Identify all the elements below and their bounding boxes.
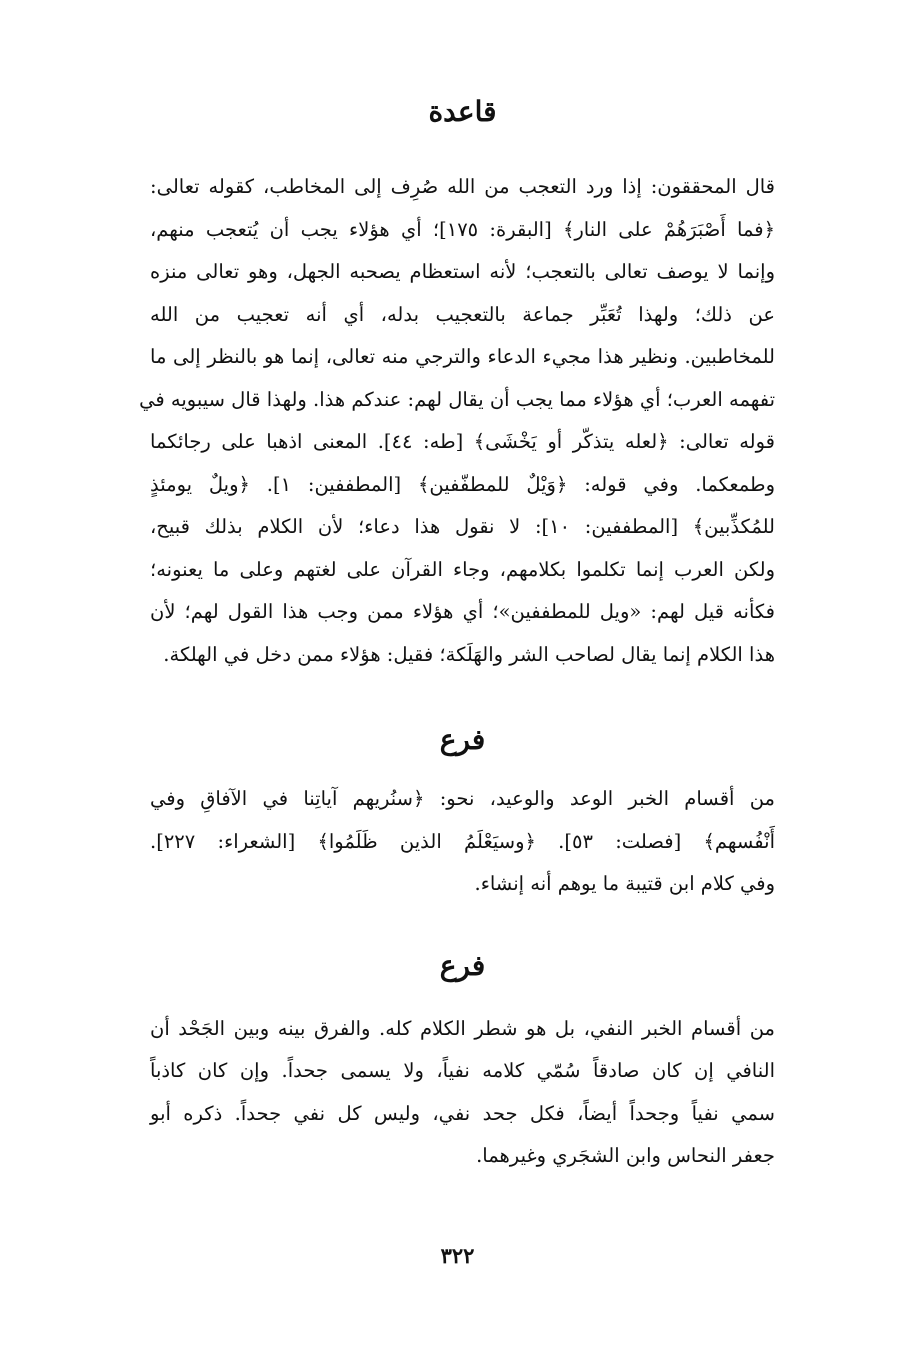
text-line: قوله تعالى: ﴿لعله يتذكّر أو يَخْشَى﴾ [طه: ٤٤]. المعنى اذهبا على رجائكما <box>150 430 775 453</box>
text-line: ولكن العرب إنما تكلموا بكلامهم، وجاء القرآن على لغتهم وعلى ما يعنونه؛ <box>150 557 775 581</box>
text-line: أَنْفُسهم﴾ [فصلت: ٥٣]. ﴿وسيَعْلَمُ الذين ظَلَمُوا﴾ [الشعراء: ٢٢٧]. <box>150 829 775 853</box>
text-line: للمُكذِّبين﴾ [المطففين: ١٠]: لا نقول هذا دعاء؛ لأن الكلام بذلك قبيح، <box>150 515 775 538</box>
text-line: تفهمه العرب؛ أي هؤلاء مما يجب أن يقال لهم: عندكم هذا. ولهذا قال سيبويه في <box>139 387 775 411</box>
paragraph-far-2 <box>150 1008 775 1178</box>
text-line: وفي كلام ابن قتيبة ما يوهم أنه إنشاء. <box>474 872 775 895</box>
text-line: هذا الكلام إنما يقال لصاحب الشر والهَلَكة؛ فقيل: هؤلاء ممن دخل في الهلكة. <box>163 642 775 666</box>
text-line: وطمعكما. وفي قوله: ﴿وَيْلٌ للمطفّفين﴾ [المطففين: ١]. ﴿ويلٌ يومئذٍ <box>150 472 775 496</box>
text-line: النافي إن كان صادقاً سُمّي كلامه نفياً، ولا يسمى جحداً. وإن كان كاذباً <box>150 1059 775 1082</box>
text-line: سمي نفياً وجحداً أيضاً، فكل جحد نفي، وليس كل نفي جحداً. ذكره أبو <box>150 1101 775 1125</box>
text-line: ﴿فما أَصْبَرَهُمْ على النار﴾ [البقرة: ١٧٥]؛ أي هؤلاء يجب أن يُتعجب منهم، <box>150 217 775 241</box>
section-heading-far-2: فرع <box>439 948 486 982</box>
text-line: عن ذلك؛ ولهذا تُعَبِّر جماعة بالتعجيب بدله، أي أنه تعجيب من الله <box>150 302 775 326</box>
paragraph-qaida <box>139 166 775 676</box>
text-line: للمخاطبين. ونظير هذا مجيء الدعاء والترجي منه تعالى، إنما هو بالنظر إلى ما <box>150 345 775 368</box>
text-line: من أقسام الخبر النفي، بل هو شطر الكلام كله. والفرق بينه وبين الجَحْد أن <box>150 1016 775 1040</box>
text-line: قال المحققون: إذا ورد التعجب من الله صُرِف إلى المخاطب، كقوله تعالى: <box>150 175 775 198</box>
section-heading-far-1: فرع <box>439 723 486 756</box>
text-line: فكأنه قيل لهم: «ويل للمطففين»؛ أي هؤلاء ممن وجب هذا القول لهم؛ لأن <box>150 600 775 623</box>
section-heading-qaida: قاعدة <box>428 95 497 128</box>
text-line: وإنما لا يوصف تعالى بالتعجب؛ لأنه استعظام يصحبه الجهل، وهو تعالى منزه <box>150 260 775 283</box>
page-number: ٣٢٢ <box>440 1243 475 1268</box>
text-line: من أقسام الخبر الوعد والوعيد، نحو: ﴿سنُريهم آياتِنا في الآفاقِ وفي <box>150 787 775 810</box>
paragraph-far-1 <box>150 778 775 906</box>
text-line: جعفر النحاس وابن الشجَري وغيرهما. <box>476 1144 775 1167</box>
